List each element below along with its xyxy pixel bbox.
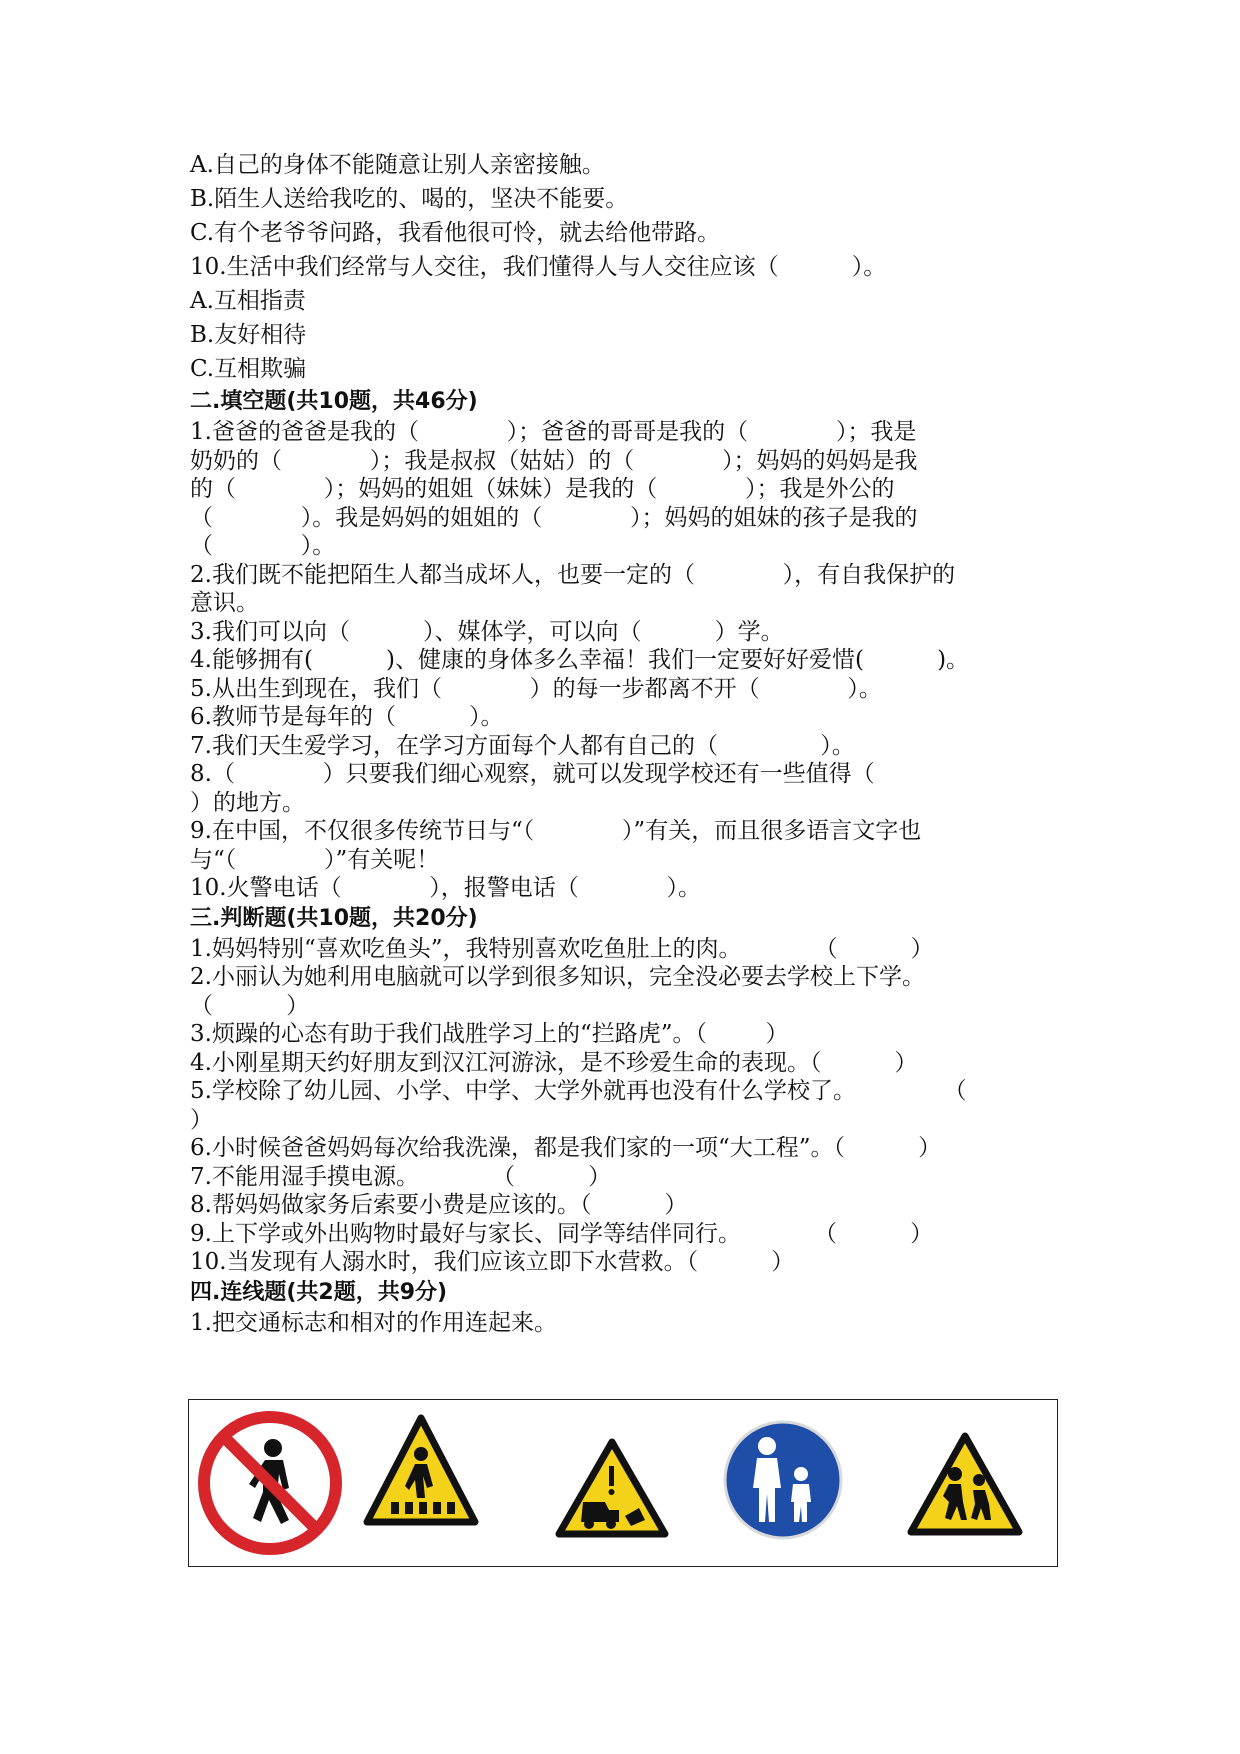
text-line: 3.我们可以向（ ）、媒体学，可以向（ ）学。 (190, 618, 784, 645)
section-fill-in (190, 386, 1060, 903)
text-line: 8.帮妈妈做家务后索要小费是应该的。（ ） (190, 1192, 688, 1218)
section-1-continuation (190, 148, 1060, 386)
q9-option-a: A.自己的身体不能随意让别人亲密接触。 (190, 152, 605, 178)
text-line: 5.从出生到现在，我们（ ）的每一步都离不开（ ）。 (190, 675, 882, 702)
text-line: ）的地方。 (190, 789, 305, 816)
q10-option-b: B.友好相待 (190, 322, 307, 348)
text-line: （ ）。 (190, 533, 336, 559)
q10-option-a: A.互相指责 (190, 288, 306, 314)
section-2-heading: 二.填空题(共10题，共46分) (190, 389, 478, 414)
text-line: 9.上下学或外出购物时最好与家长、同学等结伴同行。 （ ） (190, 1220, 934, 1247)
pedestrian-path-sign-icon (721, 1418, 845, 1542)
text-line: 6.教师节是每年的（ ）。 (190, 704, 504, 730)
section-2-lines (190, 418, 1060, 903)
text-line: ） (190, 1106, 213, 1133)
q9-option-c: C.有个老爷爷问路，我看他很可怜，就去给他带路。 (190, 220, 721, 246)
text-line: 1.把交通标志和相对的作用连起来。 (190, 1309, 557, 1336)
text-line: 5.学校除了幼儿园、小学、中学、大学外就再也没有什么学校了。 （ (190, 1078, 967, 1104)
q10-option-c: C.互相欺骗 (190, 356, 307, 382)
text-line: 2.我们既不能把陌生人都当成坏人，也要一定的（ ），有自我保护的 (190, 561, 956, 588)
text-line: 10.火警电话（ ），报警电话（ ）。 (190, 875, 702, 901)
traffic-signs-panel (188, 1399, 1058, 1567)
text-line: 奶奶的（ ）；我是叔叔（姑姑）的（ ）；妈妈的妈妈是我 (190, 447, 918, 474)
text-line: 1.妈妈特别“喜欢吃鱼头”，我特别喜欢吃鱼肚上的肉。 （ ） (190, 935, 934, 962)
text-line: （ ）。我是妈妈的姐姐的（ ）；妈妈的姐妹的孩子是我的 (190, 504, 918, 531)
q9-option-b: B.陌生人送给我吃的、喝的，坚决不能要。 (190, 186, 629, 212)
section-true-false (190, 903, 1060, 1277)
text-line: 的（ ）；妈妈的姐姐（妹妹）是我的（ ）；我是外公的 (190, 476, 895, 502)
text-line: 2.小丽认为她利用电脑就可以学到很多知识，完全没必要去学校上下学。 (190, 964, 925, 990)
no-pedestrians-sign-icon (197, 1410, 343, 1556)
exam-page (190, 148, 1060, 1337)
text-line: （ ） (190, 992, 310, 1019)
text-line: 意识。 (190, 590, 259, 616)
text-line: 4.小刚星期天约好朋友到汉江河游泳，是不珍爱生命的表现。（ ） (190, 1049, 918, 1076)
text-line: 6.小时候爸爸妈妈每次给我洗澡，都是我们家的一项“大工程”。（ ） (190, 1135, 942, 1161)
text-line: 7.我们天生爱学习，在学习方面每个人都有自己的（ ）。 (190, 732, 855, 759)
text-line: 10.当发现有人溺水时，我们应该立即下水营救。（ ） (190, 1249, 795, 1275)
text-line: 9.在中国，不仅很多传统节日与“（ ）”有关，而且很多语言文字也 (190, 818, 922, 844)
section-matching (190, 1277, 1060, 1338)
text-line: 4.能够拥有( )、健康的身体多么幸福！我们一定要好好爱惜( )。 (190, 647, 970, 673)
text-line: 8.（ ）只要我们细心观察，就可以发现学校还有一些值得（ (190, 761, 875, 787)
q10-stem: 10.生活中我们经常与人交往，我们懂得人与人交往应该（ ）。 (190, 254, 887, 280)
text-line: 1.爸爸的爸爸是我的（ ）；爸爸的哥哥是我的（ ）；我是 (190, 419, 917, 445)
text-line: 7.不能用湿手摸电源。 （ ） (190, 1163, 612, 1190)
text-line: 与“（ ）”有关呢！ (190, 846, 440, 873)
accident-warning-icon (553, 1436, 671, 1544)
pedestrian-crossing-warning-icon (361, 1410, 481, 1538)
section-4-heading: 四.连线题(共2题，共9分) (190, 1279, 448, 1305)
section-3-lines (190, 935, 1060, 1277)
section-3-heading: 三.判断题(共10题，共20分) (190, 905, 478, 931)
children-warning-icon (905, 1428, 1025, 1544)
text-line: 3.烦躁的心态有助于我们战胜学习上的“拦路虎”。（ ） (190, 1021, 789, 1047)
